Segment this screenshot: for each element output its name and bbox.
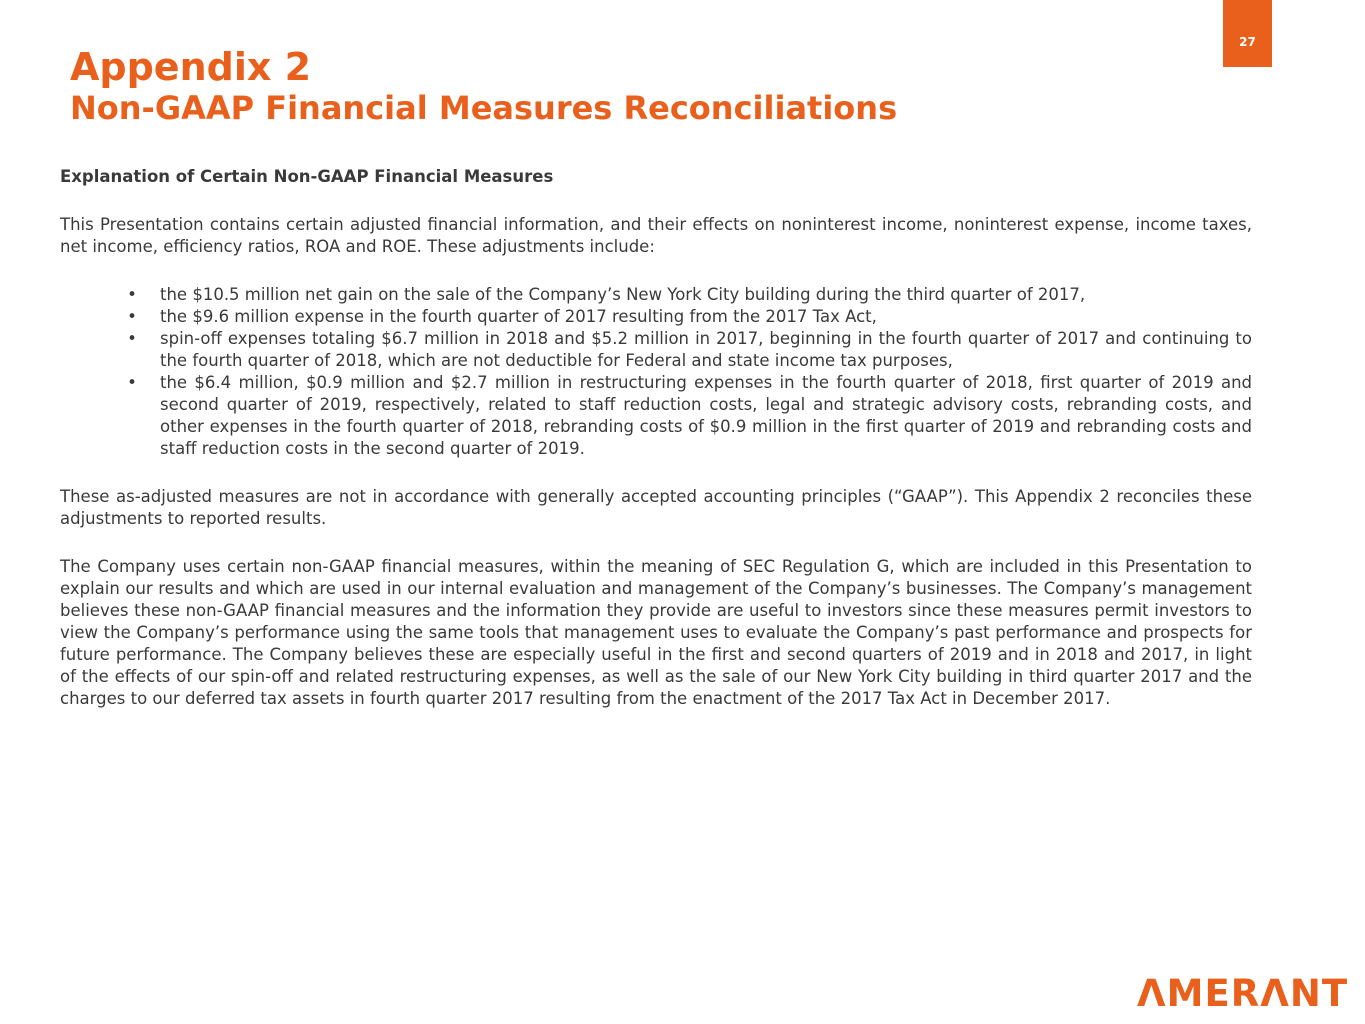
list-item	[127, 372, 1252, 460]
main-content	[60, 166, 1252, 710]
section-heading: Explanation of Certain Non-GAAP Financial Measures	[60, 167, 554, 186]
page-number-badge: 27	[1223, 0, 1272, 67]
company-paragraph: The Company uses certain non-GAAP financial measures, within the meaning of SEC Regulation G, which are included in this Presentation to explain our results and which are used in our internal evaluation and management of the Company’s businesses. The Company’s management believes these non-GAAP financial measures and the information they provide are useful to investors since these measures permit investors to view the Company’s performance using the same tools that management uses to evaluate the Company’s past performance and prospects for future performance. The Company believes these are especially useful in the first and second quarters of 2019 and in 2018 and 2017, in light of the effects of our spin-off and related restructuring expenses, as well as the sale of our New York City building in third quarter 2017 and the charges to our deferred tax assets in fourth quarter 2017 resulting from the enactment of the 2017 Tax Act in December 2017.	[60, 557, 1252, 708]
list-item	[127, 306, 1252, 328]
page-subtitle: Non-GAAP Financial Measures Reconciliations	[70, 89, 898, 127]
page-title: Appendix 2	[70, 45, 312, 89]
gaap-paragraph: These as-adjusted measures are not in accordance with generally accepted accounting principles (“GAAP”). This Appendix 2 reconciles these adjustments to reported results.	[60, 487, 1252, 528]
bullet-icon: •	[127, 373, 137, 392]
bullet-icon: •	[127, 329, 137, 348]
amerant-logo: ΛMERΛNT	[1137, 972, 1349, 1015]
adjustments-list	[60, 284, 1252, 460]
list-item	[127, 284, 1252, 306]
list-item-text: the $10.5 million net gain on the sale of the Company’s New York City building during the third quarter of 2017,	[160, 285, 1086, 304]
bullet-icon: •	[127, 307, 137, 326]
list-item-text: the $9.6 million expense in the fourth quarter of 2017 resulting from the 2017 Tax Act,	[160, 307, 877, 326]
list-item	[127, 328, 1252, 372]
list-item-text: the $6.4 million, $0.9 million and $2.7 million in restructuring expenses in the fourth quarter of 2018, first quarter of 2019 and second quarter of 2019, respectively, related to staff reduction costs, legal and strategic advisory costs, rebranding costs, and other expenses in the fourth quarter of 2018, rebranding costs of $0.9 million in the first quarter of 2019 and rebranding costs and staff reduction costs in the second quarter of 2019.	[160, 373, 1252, 458]
intro-paragraph: This Presentation contains certain adjusted financial information, and their effects on noninterest income, noninterest expense, income taxes, net income, efficiency ratios, ROA and ROE. These adjustments include:	[60, 215, 1252, 256]
list-item-text: spin-off expenses totaling $6.7 million in 2018 and $5.2 million in 2017, beginning in the fourth quarter of 2017 and continuing to the fourth quarter of 2018, which are not deductible for Federal and state income tax purposes,	[160, 329, 1252, 370]
bullet-icon: •	[127, 285, 137, 304]
